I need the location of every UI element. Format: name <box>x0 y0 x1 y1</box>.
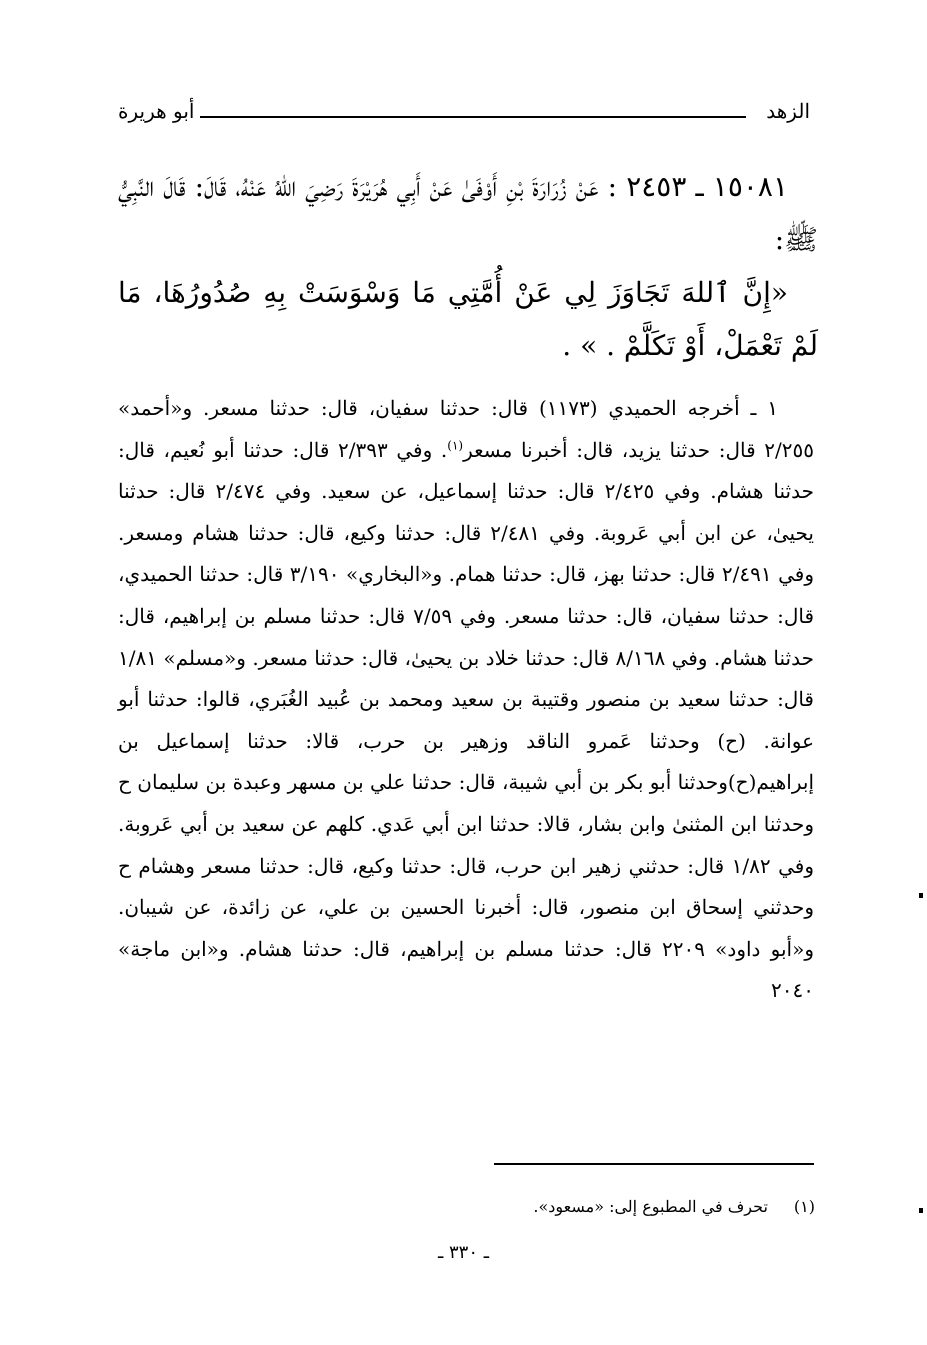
hadith-text <box>118 160 818 372</box>
chapter-title: الزهد <box>766 99 810 123</box>
hadith-matn: «إِنَّ ٱللهَ تَجَاوَزَ لِي عَنْ أُمَّتِي مَا وَسْوَسَتْ بِهِ صُدُورُهَا، مَا لَمْ تَعْمَلْ، أَوْ تَكَلَّمْ . » . <box>118 276 818 362</box>
footnote <box>255 1193 815 1221</box>
running-header <box>118 96 810 126</box>
page-number: ـ ٣٣٠ ـ <box>437 1242 489 1263</box>
footnote-reference: (١) <box>447 437 464 452</box>
footnote-text: تحرف في المطبوع إلى: «مسعود». <box>533 1197 768 1216</box>
takhrij-paragraph <box>118 388 814 1012</box>
hadith-isnad: ١٥٠٨١ ـ ٢٤٥٣ : عَنْ زُرَارَةَ بْنِ أَوْفَىٰ عَنْ أَبِي هُرَيْرَةَ رَضِيَ اللهُ عَنْهُ، قَالَ: قَالَ النَّبِيُّ ﷺ: <box>118 170 818 256</box>
takhrij-text-part2: . وفي ٢/٣٩٣ قال: حدثنا أبو نُعيم، قال: حدثنا هشام. وفي ٢/٤٢٥ قال: حدثنا إسماعيل، عن سعيد. وفي ٢/٤٧٤ قال: حدثنا يحيىٰ، عن ابن أبي عَروبة. وفي ٢/٤٨١ قال: حدثنا وكيع، قال: حدثنا هشام ومسعر. وفي ٢/٤٩١ قال: حدثنا بهز، قال: حدثنا همام. و«البخاري» ٣/١٩٠ قال: حدثنا الحميدي، قال: حدثنا سفيان، قال: حدثنا مسعر. وفي ٧/٥٩ قال: حدثنا مسلم بن إبراهيم، قال: حدثنا هشام. وفي ٨/١٦٨ قال: حدثنا خلاد بن يحيىٰ، قال: حدثنا مسعر. و«مسلم» ١/٨١ قال: حدثنا سعيد بن منصور وقتيبة بن سعيد ومحمد بن عُبيد الغُبَري، قالوا: حدثنا أبو عوانة. (ح) وحدثنا عَمرو الناقد وزهير بن حرب، قالا: حدثنا إسماعيل بن إبراهيم(ح)وحدثنا أبو بكر بن أبي شيبة، قال: حدثنا علي بن مسهر وعبدة بن سليمان ح وحدثنا ابن المثنىٰ وابن بشار، قالا: حدثنا ابن أبي عَدي. كلهم عن سعيد بن أبي عَروبة. وفي ١/٨٢ قال: حدثني زهير ابن حرب، قال: حدثنا وكيع، قال: حدثنا مسعر وهشام ح وحدثني إسحاق ابن منصور، قال: أخبرنا الحسين بن علي، عن زائدة، عن شيبان. و«أبو داود» ٢٢٠٩ قال: حدثنا مسلم بن إبراهيم، قال: حدثنا هشام. و«ابن ماجة» ٢٠٤٠ <box>118 437 815 1003</box>
takhrij-text-part1: ١ ـ أخرجه الحميدي (١١٧٣) قال: حدثنا سفيان، قال: حدثنا مسعر. و«أحمد» ٢/٢٥٥ قال: حدثنا يزيد، قال: أخبرنا مسعر <box>118 396 815 462</box>
footnote-separator <box>494 1163 814 1165</box>
section-title: أبو هريرة <box>118 99 195 123</box>
footnote-number: (١) <box>793 1197 815 1216</box>
scan-edge-mark <box>919 1208 923 1213</box>
scan-edge-mark <box>919 893 923 898</box>
header-rule <box>200 116 746 118</box>
